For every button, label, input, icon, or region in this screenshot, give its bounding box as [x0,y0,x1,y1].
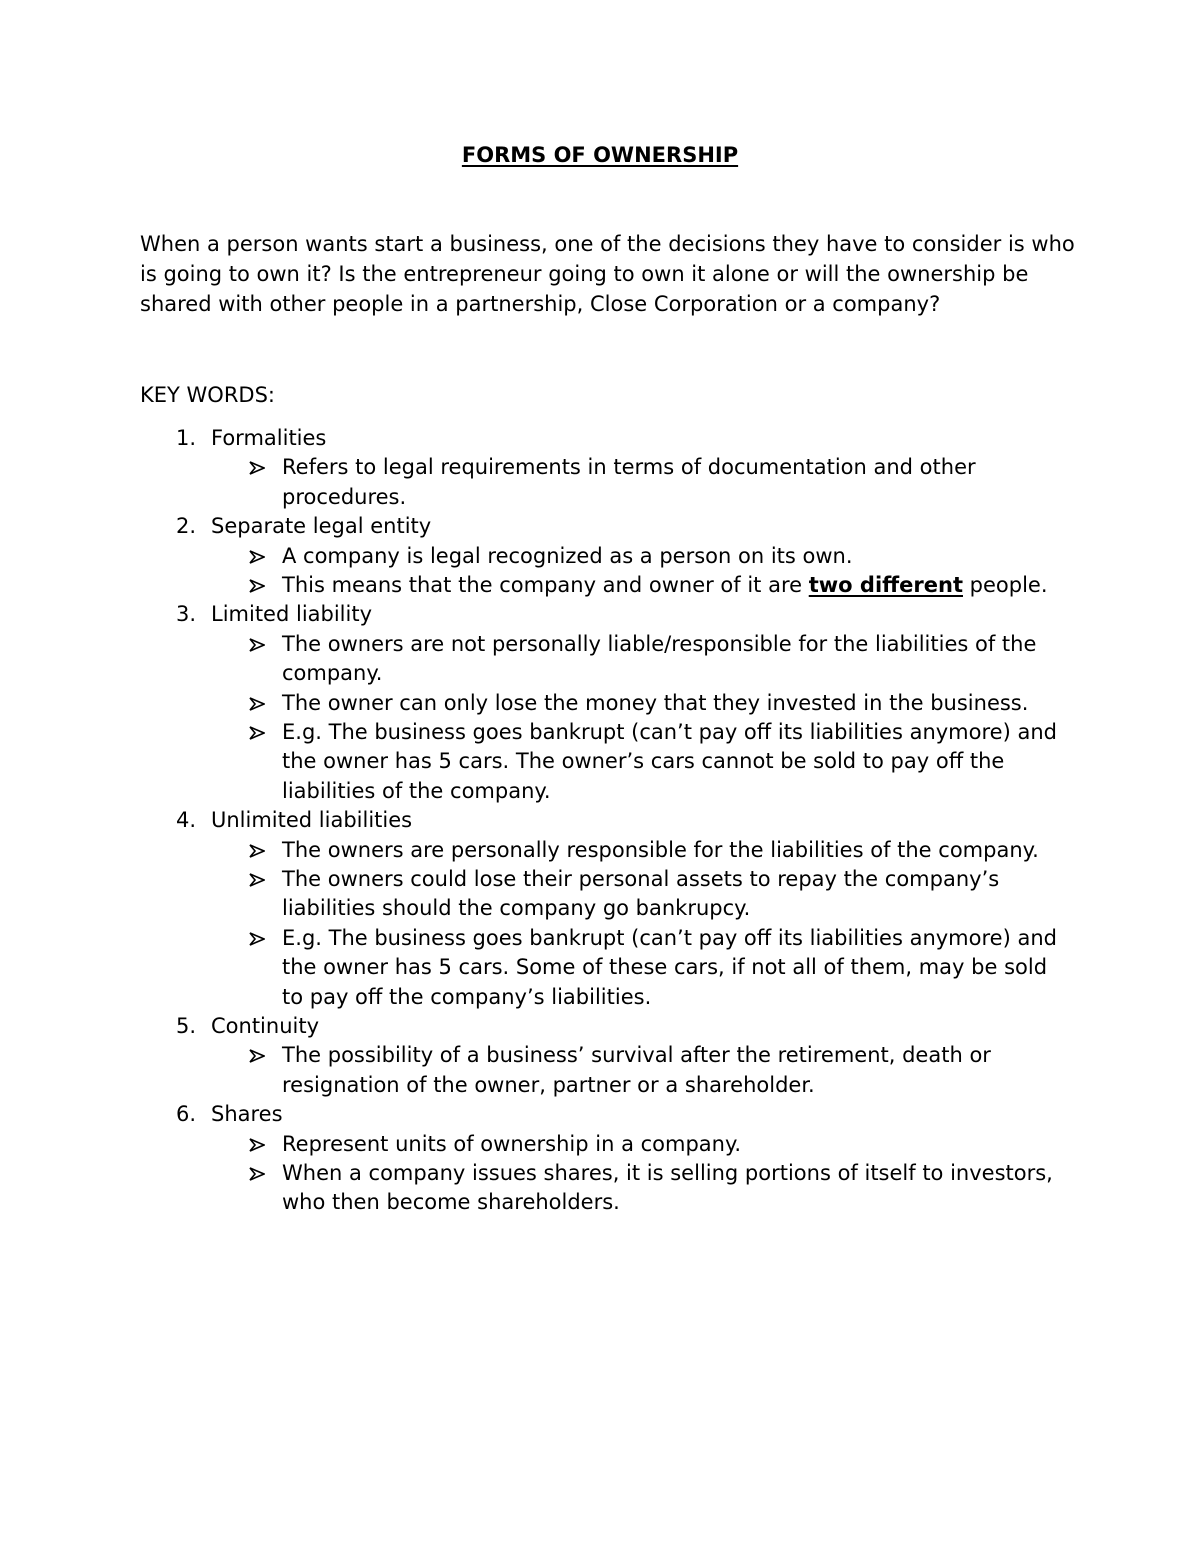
arrowhead-bullet-icon [249,1167,265,1181]
keywords-list [0,424,1200,1218]
keyword-point [0,718,1058,806]
keyword-points [0,630,1200,806]
keyword-points [0,453,1200,512]
arrowhead-bullet-icon [249,638,265,652]
keyword-number: 6. [176,1102,197,1127]
keyword-point-text: E.g. The business goes bankrupt (can’t pay off its liabilities anymore) and the owner has 5 cars. Some of these cars, if not all of them, may be sold to pay off the company’s liabilities. [282,925,1057,1009]
keyword-point [0,924,1058,1012]
keyword-term: Continuity [211,1014,320,1039]
arrowhead-bullet-icon [249,461,265,475]
keyword-point [0,542,1058,571]
keyword-point-text: Represent units of ownership in a company. [282,1131,742,1156]
keyword-item-formalities [0,424,1200,512]
document-title: FORMS OF OWNERSHIP [461,143,739,167]
keyword-point-text: The owners are not personally liable/responsible for the liabilities of the company. [282,631,1037,686]
keyword-point-text: The possibility of a business’ survival after the retirement, death or resignation of the owner, partner or a shareholder. [282,1043,991,1097]
keyword-item-continuity [0,1012,1200,1100]
keyword-term: Shares [211,1102,283,1127]
arrowhead-bullet-icon [249,726,265,740]
keywords-heading: KEY WORDS: [140,383,276,407]
keyword-point [0,453,1058,512]
keyword-point [0,1130,1058,1159]
keyword-point-text-after: people. [962,573,1048,597]
keyword-point-text: E.g. The business goes bankrupt (can’t pay off its liabilities anymore) and the owner has 5 cars. The owner’s cars cannot be sold to pay off the liabilities of the company. [282,720,1057,803]
keyword-point-text: Refers to legal requirements in terms of documentation and other procedures. [282,455,976,509]
keyword-point-text-before: This means that the company and owner of it are [282,573,809,597]
keyword-points [0,542,1200,601]
arrowhead-bullet-icon [249,873,265,887]
keyword-term: Formalities [211,426,327,450]
arrowhead-bullet-icon [249,1138,265,1152]
keyword-point-text: When a company issues shares, it is selling portions of itself to investors, who then become shareholders. [282,1161,1053,1215]
arrowhead-bullet-icon [249,932,265,946]
keyword-item-separate-legal-entity [0,512,1200,600]
keyword-points [0,1041,1200,1100]
keyword-point [0,836,1058,865]
keyword-point [0,630,1058,689]
arrowhead-bullet-icon [249,697,265,711]
keyword-point-text: The owners could lose their personal assets to repay the company’s liabilities should the company go bankrupcy. [282,867,1000,921]
keyword-point [0,1159,1058,1218]
keyword-point [0,1041,1058,1100]
keyword-item-unlimited-liabilities [0,806,1200,1012]
keyword-point-text: The owners are personally responsible for the liabilities of the company. [282,837,1039,862]
keyword-item-limited-liability [0,600,1200,806]
keyword-point-text: The owner can only lose the money that they invested in the business. [282,690,1029,715]
keyword-point [0,689,1058,718]
arrowhead-bullet-icon [249,550,265,564]
keyword-point [0,571,1058,600]
keyword-number: 3. [176,602,197,627]
keyword-point-text: A company is legal recognized as a person on its own. [282,543,853,568]
keyword-item-shares [0,1100,1200,1218]
keyword-points [0,836,1200,1012]
arrowhead-bullet-icon [249,579,265,593]
keyword-term: Separate legal entity [211,514,432,539]
keyword-number: 4. [176,808,197,833]
keyword-term: Limited liability [211,602,373,627]
arrowhead-bullet-icon [249,1049,265,1063]
arrowhead-bullet-icon [249,844,265,858]
intro-paragraph: When a person wants start a business, one of the decisions they have to consider is who is going to own it? Is the entrepreneur going to own it alone or will the ownership be shared with other people in a partnership, Close Corporation or a company? [140,232,1075,316]
keyword-number: 1. [176,426,197,450]
keyword-points [0,1130,1200,1218]
keyword-term: Unlimited liabilities [211,808,413,833]
keyword-point [0,865,1058,924]
keyword-number: 5. [176,1014,197,1039]
emphasized-text: two different [808,573,963,597]
keyword-number: 2. [176,514,197,539]
